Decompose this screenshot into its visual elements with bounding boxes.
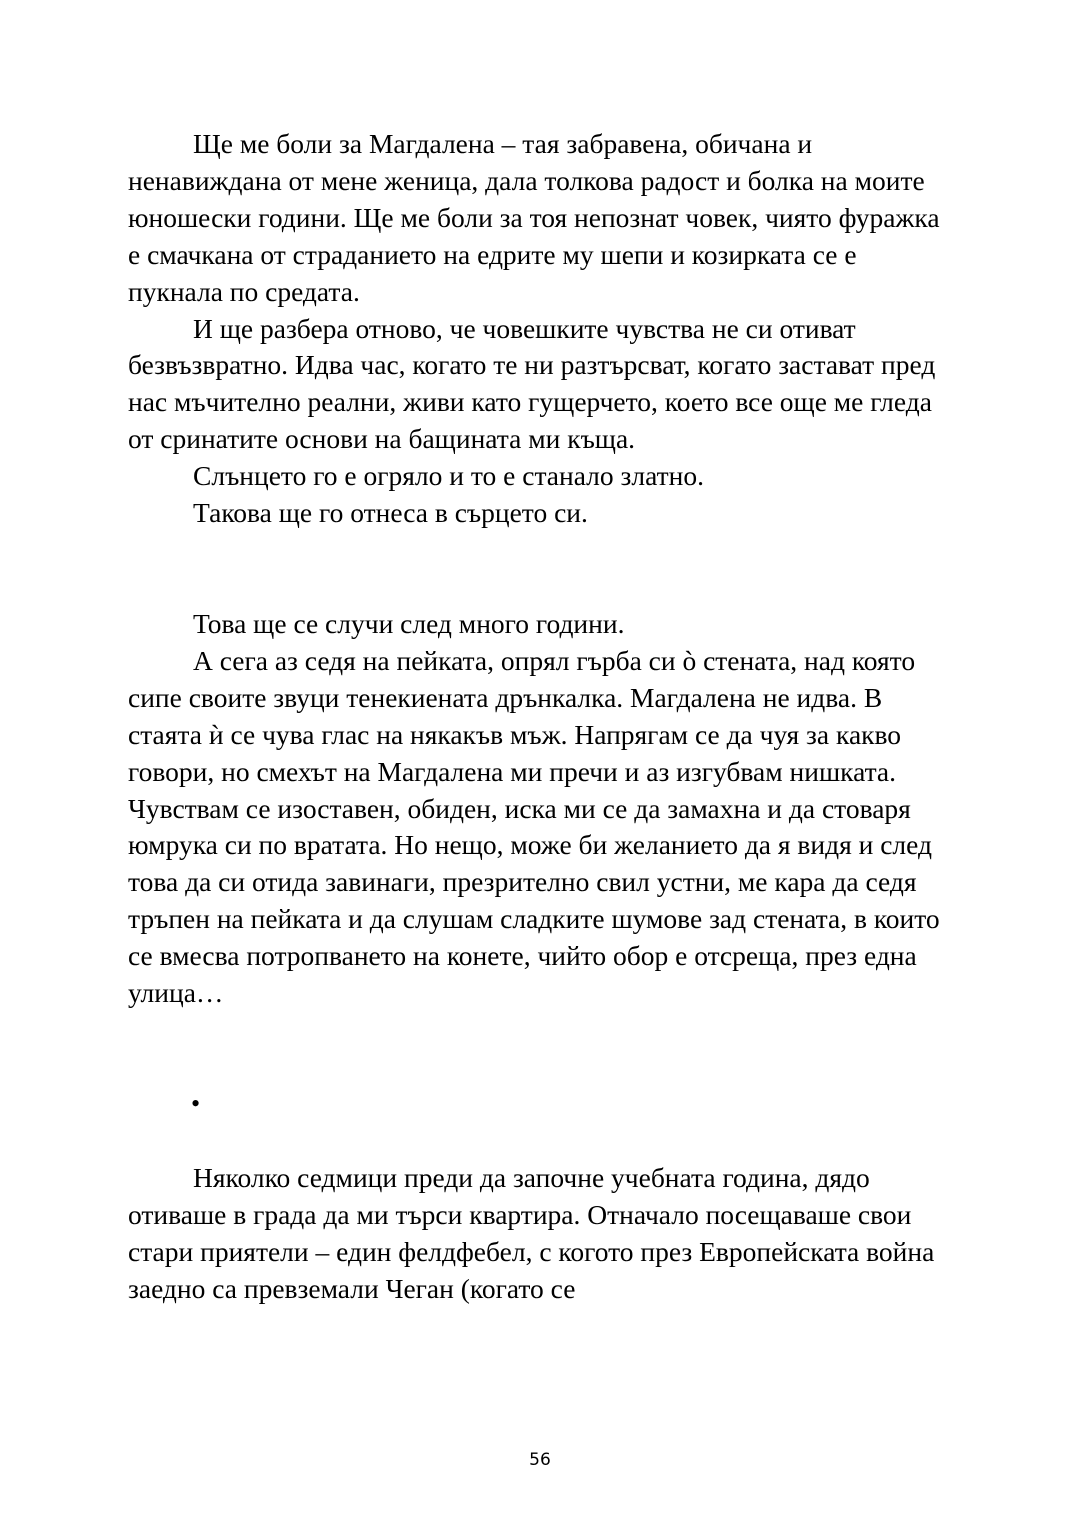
- paragraph: Такова ще го отнеса в сърцето си.: [193, 497, 588, 529]
- paragraph: Ще ме боли за Магдалена – тая забравена, обичана и ненавиждана от мене женица, дала толкова радост и болка на моите юношески години. Ще ме боли за тоя непознат човек, чиято фуражка е смачкана от страданието на едрите му шепи и козирката се е пукнала по средата.: [128, 128, 940, 307]
- paragraph: Няколко седмици преди да започне учебната година, дядо отиваше в града да ми търси квартира. Отначало посещаваше свои стари приятели – един фелдфебел, с когото през Европейската война заедно са превземали Чеган (когато се: [128, 1161, 935, 1304]
- section-break: [128, 1123, 958, 1160]
- paragraph: А сега аз седя на пейката, опрял гърба си ò стената, над която сипе своите звуци тенекиената дрънкалка. Магдалена не идва. В стаята ѝ се чува глас на някакъв мъж. Напрягам се да чуя за какво говори, но смехът на Магдалена ми пречи и аз изгубвам нишката. Чувствам се изоставен, обиден, иска ми се да замахна и да стоваря юмрука си по вратата. Но нещо, може би желанието да я видя и след това да си отида завинаги, презрително свил устни, ме кара да седя тръпен на пейката и да слушам сладките шумове зад стената, в които се вмесва потропването на конете, чийто обор е отсреща, през една улица…: [128, 644, 940, 1009]
- paragraph: И ще разбера отново, че човешките чувства не си отиват безвъзвратно. Идва час, когато те ни разтърсват, когато застават пред нас мъчително реални, живи като гущерчето, което все още ме гледа от сринатите основи на бащината ми къща.: [128, 312, 936, 455]
- section-two: [128, 606, 958, 1012]
- section-one: [128, 126, 958, 532]
- section-break: [128, 1012, 958, 1086]
- paragraph: Слънцето го е огряло и то е станало златно.: [193, 460, 704, 492]
- section-three: [128, 1160, 958, 1308]
- page-number: 56: [529, 1450, 551, 1470]
- paragraph: Това ще се случи след много години.: [193, 607, 625, 639]
- page-body: [128, 126, 958, 1307]
- section-break: [128, 532, 958, 606]
- separator-bullet-line: [128, 1086, 958, 1123]
- separator-bullet-icon: •: [191, 1088, 201, 1118]
